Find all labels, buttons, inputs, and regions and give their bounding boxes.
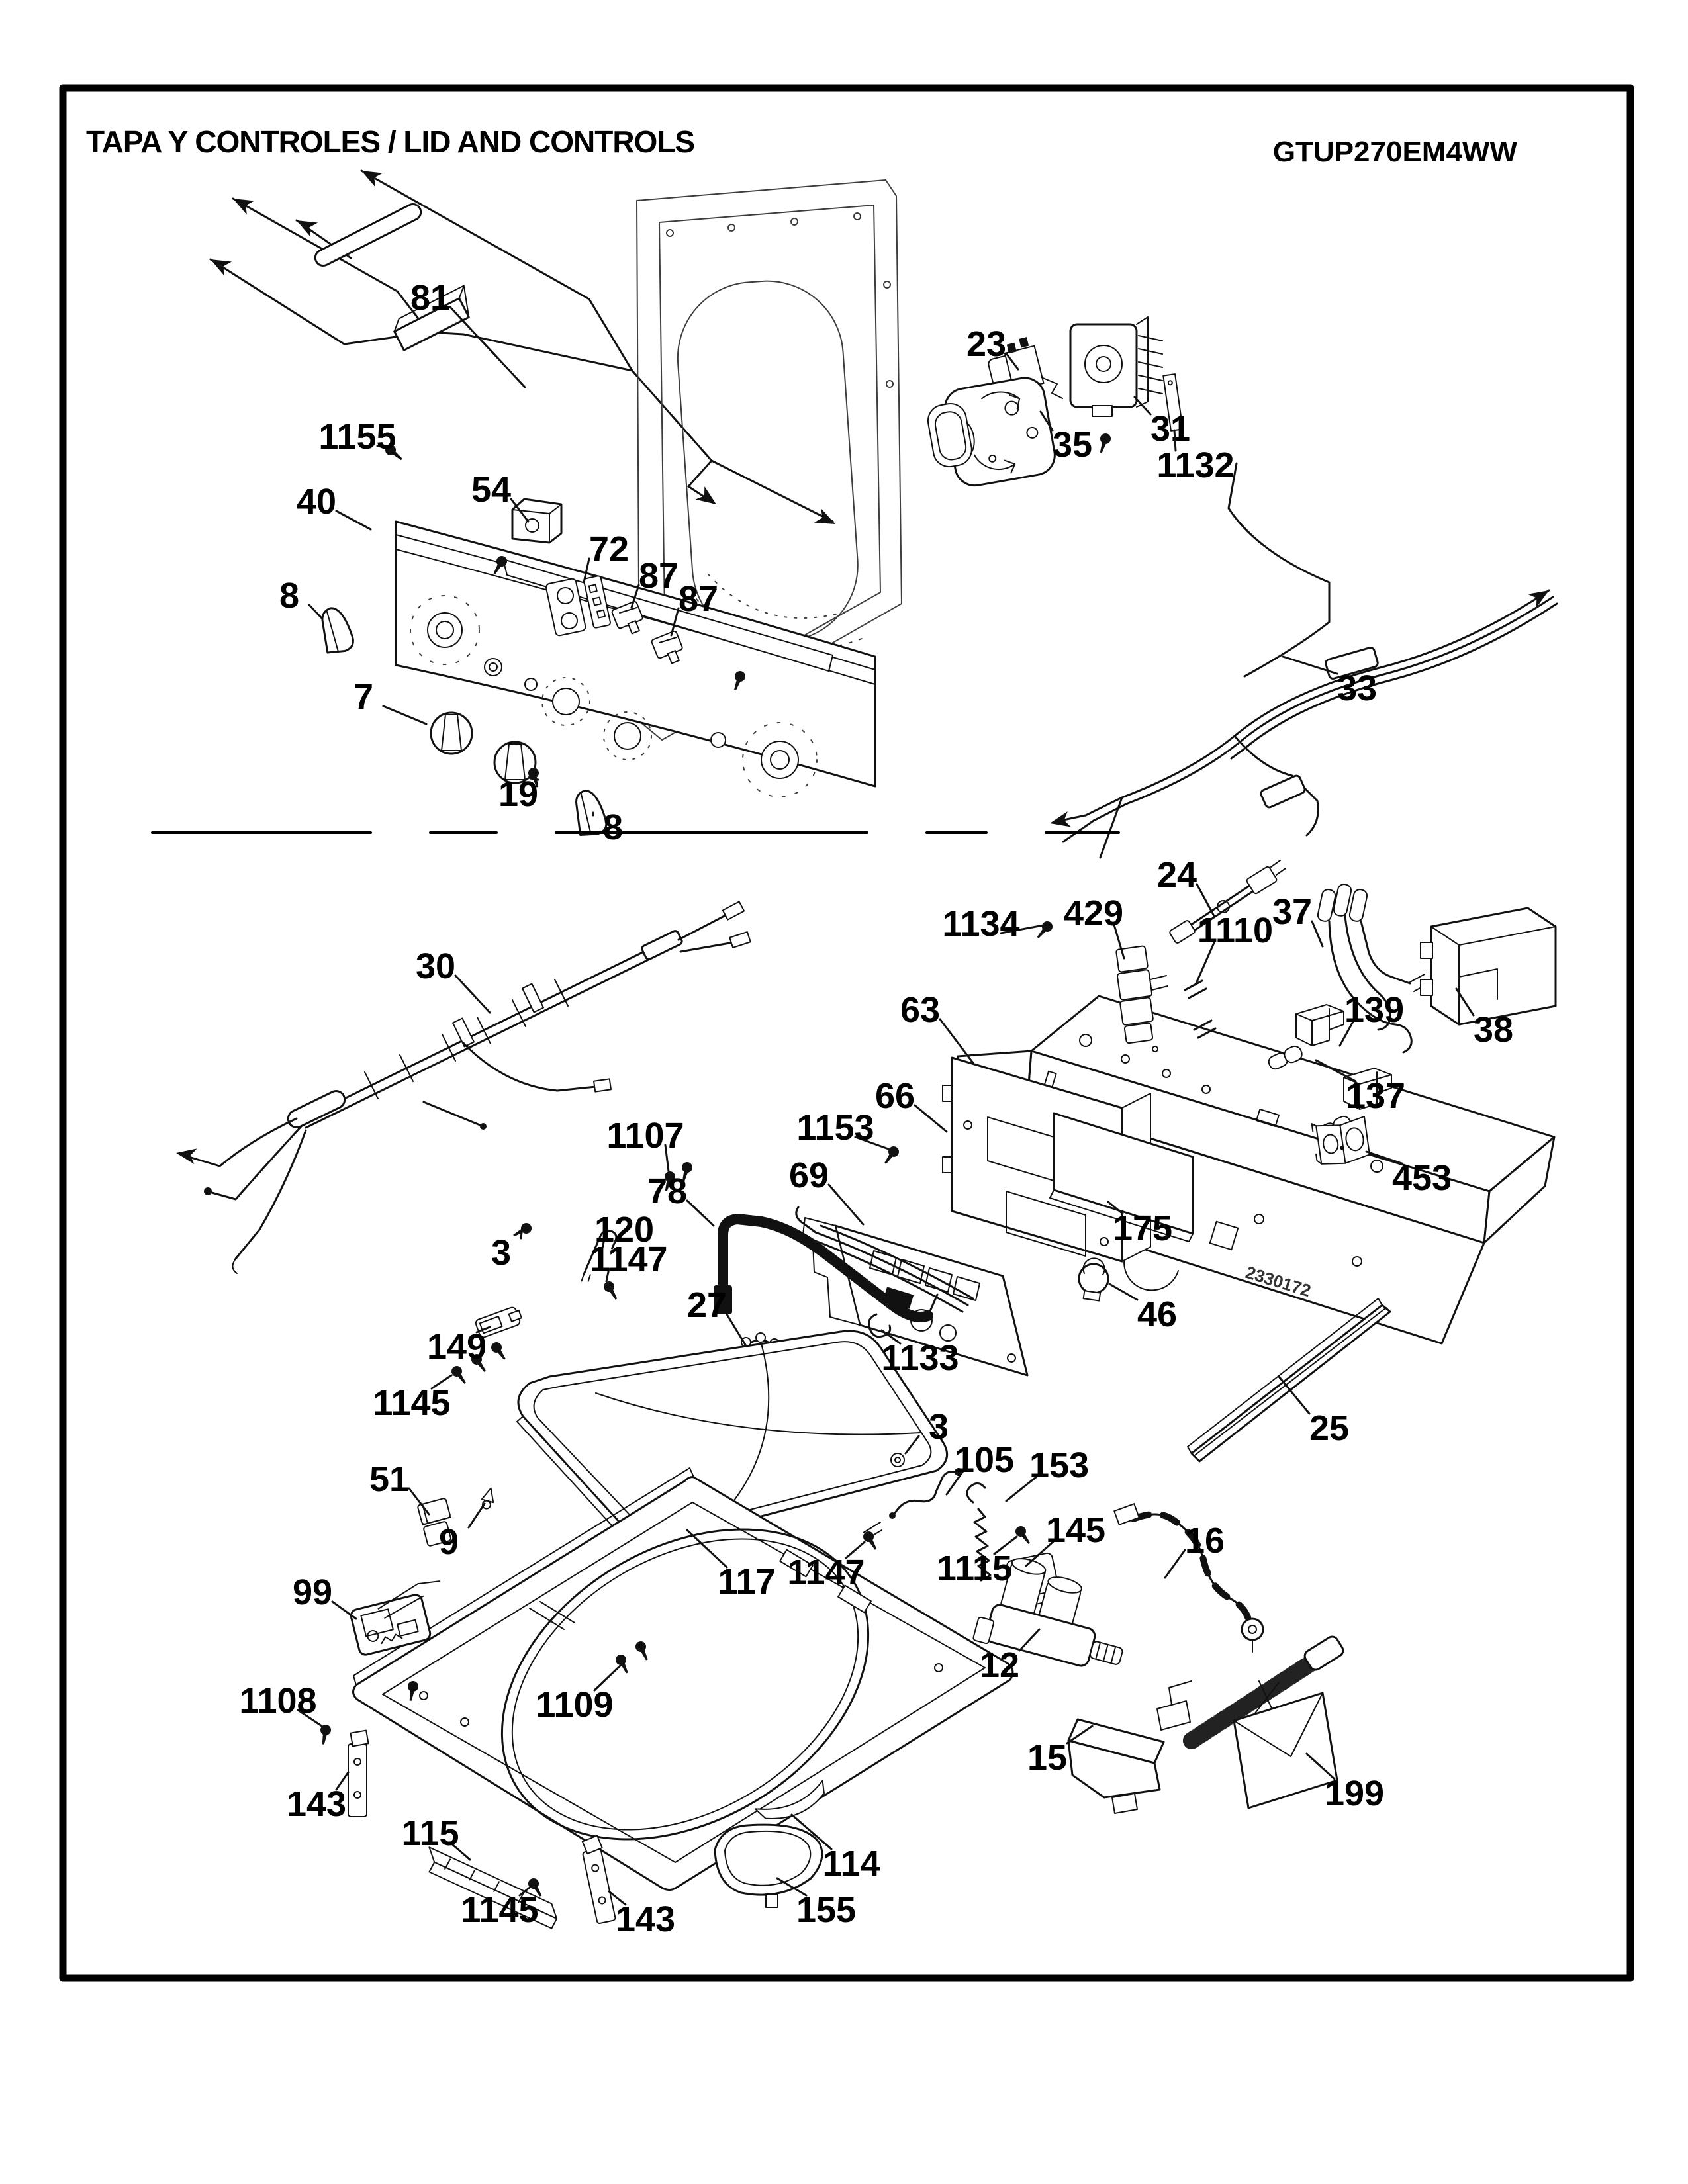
- part-label-1107: 1107: [606, 1116, 684, 1156]
- part-label-30: 30: [415, 946, 456, 986]
- part-label-8: 8: [602, 807, 624, 847]
- part-8-knob-left: [317, 605, 355, 655]
- leader-line-3: [521, 1232, 522, 1238]
- part-1115-screw: [1013, 1524, 1033, 1547]
- part-143-bracket-left: [348, 1731, 369, 1817]
- part-1145-screw-c: [489, 1340, 509, 1363]
- part-3-nut: [891, 1453, 904, 1467]
- part-40-control-panel: [396, 522, 875, 797]
- part-label-1147: 1147: [787, 1553, 865, 1592]
- part-label-12: 12: [979, 1645, 1020, 1685]
- part-label-175: 175: [1112, 1208, 1173, 1248]
- part-label-149: 149: [426, 1327, 487, 1367]
- part-label-1155: 1155: [318, 417, 397, 457]
- leader-line-81: [450, 307, 525, 387]
- part-30-wire-harness: [175, 901, 751, 1273]
- part-139-fuse-holder-a: [1296, 1005, 1344, 1046]
- part-label-1145: 1145: [373, 1383, 451, 1423]
- part-label-35: 35: [1052, 425, 1093, 465]
- part-label-143: 143: [286, 1784, 347, 1824]
- part-label-1110: 1110: [1197, 911, 1274, 950]
- part-label-24: 24: [1156, 855, 1197, 895]
- part-label-120: 120: [594, 1210, 655, 1250]
- leader-line-9: [469, 1504, 485, 1527]
- part-81-wire-harness: [207, 163, 839, 531]
- part-label-25: 25: [1309, 1408, 1350, 1448]
- leader-line-30: [455, 976, 490, 1013]
- part-label-16: 16: [1184, 1521, 1225, 1561]
- leader-line-37: [1312, 921, 1323, 946]
- part-label-78: 78: [647, 1171, 688, 1211]
- part-3-screw: [511, 1221, 534, 1240]
- part-label-38: 38: [1473, 1010, 1514, 1050]
- part-label-115: 115: [401, 1813, 459, 1853]
- part-label-1133: 1133: [881, 1338, 959, 1378]
- part-label-99: 99: [292, 1572, 333, 1612]
- console-stamp-text: 2330172: [1243, 1262, 1313, 1301]
- part-label-1147: 1147: [590, 1240, 668, 1279]
- part-label-153: 153: [1029, 1445, 1090, 1485]
- part-25-trim-strip: [1188, 1298, 1390, 1461]
- leader-line-78: [687, 1201, 714, 1226]
- part-label-117: 117: [718, 1562, 776, 1602]
- part-label-9: 9: [438, 1522, 459, 1562]
- part-46-knob: [1079, 1258, 1108, 1300]
- part-label-51: 51: [369, 1459, 410, 1499]
- part-label-143: 143: [615, 1899, 676, 1939]
- part-label-23: 23: [966, 324, 1007, 364]
- part-label-1108: 1108: [239, 1681, 317, 1721]
- part-7-knob-a: [431, 713, 472, 754]
- part-1147-screw-a: [602, 1279, 621, 1302]
- part-label-155: 155: [796, 1890, 857, 1930]
- part-label-87: 87: [638, 556, 679, 596]
- leader-line-69: [829, 1185, 863, 1224]
- leader-line-99: [332, 1602, 356, 1619]
- part-label-137: 137: [1345, 1076, 1406, 1116]
- part-label-87: 87: [678, 579, 719, 619]
- leader-line-40: [336, 511, 371, 529]
- part-label-72: 72: [588, 529, 630, 569]
- part-label-19: 19: [498, 774, 539, 814]
- part-38-module: [1421, 908, 1556, 1024]
- part-label-27: 27: [686, 1285, 727, 1325]
- part-label-114: 114: [822, 1844, 880, 1884]
- part-label-7: 7: [353, 677, 374, 717]
- part-label-1153: 1153: [796, 1108, 874, 1148]
- leader-line-8: [309, 605, 322, 618]
- part-label-105: 105: [954, 1440, 1015, 1480]
- part-label-63: 63: [900, 990, 941, 1030]
- leader-line-7: [383, 706, 426, 724]
- part-label-33: 33: [1336, 668, 1378, 708]
- part-label-37: 37: [1272, 892, 1313, 932]
- part-label-81: 81: [410, 278, 451, 318]
- part-1108-screw: [318, 1724, 332, 1745]
- part-label-66: 66: [874, 1076, 915, 1116]
- part-label-1145: 1145: [461, 1890, 539, 1930]
- part-label-1134: 1134: [942, 904, 1020, 944]
- part-label-1132: 1132: [1156, 445, 1235, 485]
- leader-line-27: [727, 1314, 745, 1345]
- part-label-139: 139: [1344, 990, 1405, 1030]
- part-label-31: 31: [1150, 409, 1191, 449]
- page-title: TAPA Y CONTROLES / LID AND CONTROLS: [86, 124, 695, 159]
- part-label-1109: 1109: [536, 1685, 614, 1725]
- part-label-3: 3: [928, 1407, 949, 1447]
- part-label-46: 46: [1137, 1295, 1178, 1334]
- part-label-8: 8: [279, 576, 300, 615]
- part-label-429: 429: [1063, 893, 1124, 933]
- part-label-40: 40: [296, 482, 337, 522]
- leader-line-66: [915, 1105, 947, 1132]
- part-label-3: 3: [491, 1233, 512, 1273]
- part-label-1115: 1115: [936, 1549, 1013, 1588]
- leader-line-16: [1165, 1550, 1185, 1578]
- part-label-453: 453: [1391, 1158, 1452, 1198]
- model-number: GTUP270EM4WW: [1272, 136, 1517, 168]
- part-label-15: 15: [1027, 1738, 1068, 1778]
- leader-line-63: [940, 1019, 973, 1063]
- part-1134-screw: [1034, 919, 1055, 941]
- part-label-199: 199: [1324, 1774, 1385, 1813]
- part-33-wire-harness: [1049, 463, 1557, 858]
- part-label-69: 69: [788, 1156, 829, 1195]
- leader-line-46: [1109, 1284, 1137, 1300]
- part-label-54: 54: [471, 470, 512, 510]
- part-label-145: 145: [1045, 1510, 1106, 1550]
